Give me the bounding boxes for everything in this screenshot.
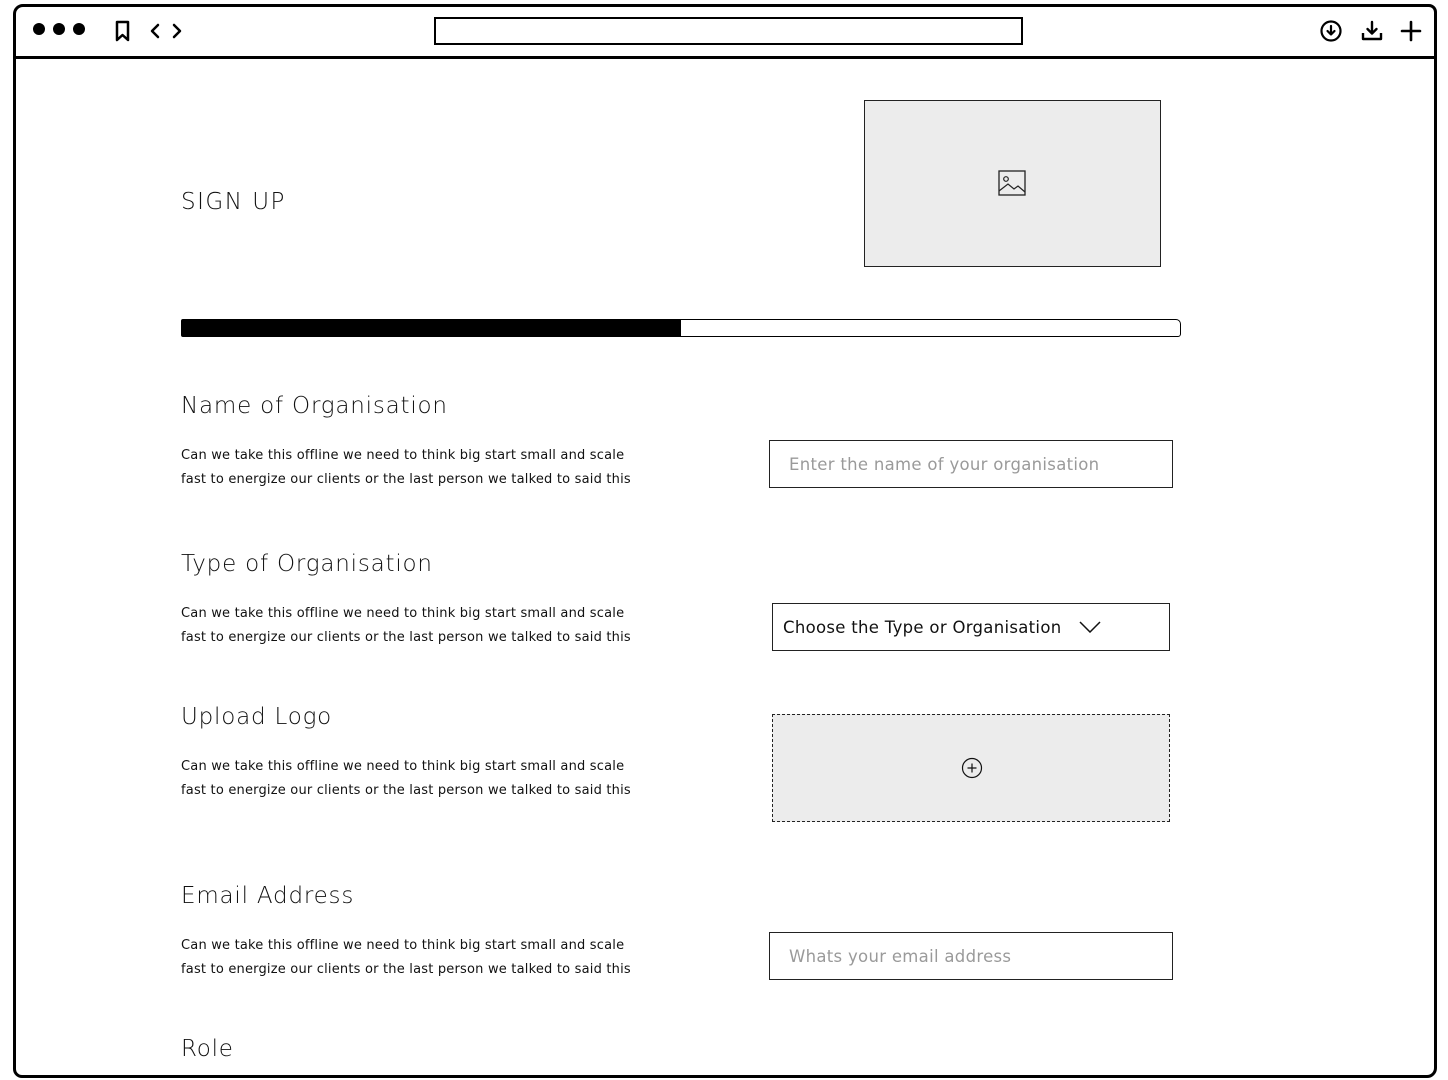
org-type-selected-value: Choose the Type or Organisation [783, 617, 1062, 637]
org-name-input[interactable] [769, 440, 1173, 488]
role-title: Role [181, 1036, 234, 1062]
email-input[interactable] [769, 932, 1173, 980]
org-type-description: Can we take this offline we need to think big start small and scale fast to energize our clients or the last person we talked to said this [181, 606, 631, 645]
bookmark-icon[interactable] [111, 19, 135, 43]
org-type-title: Type of Organisation [181, 551, 433, 577]
browser-toolbar [16, 7, 1434, 59]
plus-circle-icon [961, 757, 983, 779]
org-name-description: Can we take this offline we need to think big start small and scale fast to energize our clients or the last person we talked to said this [181, 448, 631, 487]
org-type-select[interactable] [772, 603, 1170, 651]
new-tab-icon[interactable] [1399, 19, 1423, 43]
upload-logo-title: Upload Logo [181, 704, 333, 730]
image-placeholder-icon [998, 170, 1026, 196]
email-description: Can we take this offline we need to think big start small and scale fast to energize our clients or the last person we talked to said this [181, 938, 631, 977]
upload-logo-description: Can we take this offline we need to think big start small and scale fast to energize our clients or the last person we talked to said this [181, 759, 631, 798]
page-title: SIGN UP [181, 189, 286, 215]
window-dots-icon[interactable] [33, 23, 85, 35]
forward-icon[interactable] [164, 19, 188, 43]
email-title: Email Address [181, 883, 355, 909]
logo-upload-dropzone[interactable] [772, 714, 1170, 822]
page-content [16, 59, 1434, 1075]
chevron-down-icon [1079, 621, 1101, 633]
progress-fill [182, 320, 681, 336]
signup-progress-bar [181, 319, 1181, 337]
org-name-title: Name of Organisation [181, 393, 448, 419]
hero-image [864, 100, 1161, 267]
url-bar[interactable] [434, 17, 1023, 45]
browser-window [13, 4, 1437, 1078]
download-tray-icon[interactable] [1360, 19, 1384, 43]
download-circle-icon[interactable] [1319, 19, 1343, 43]
